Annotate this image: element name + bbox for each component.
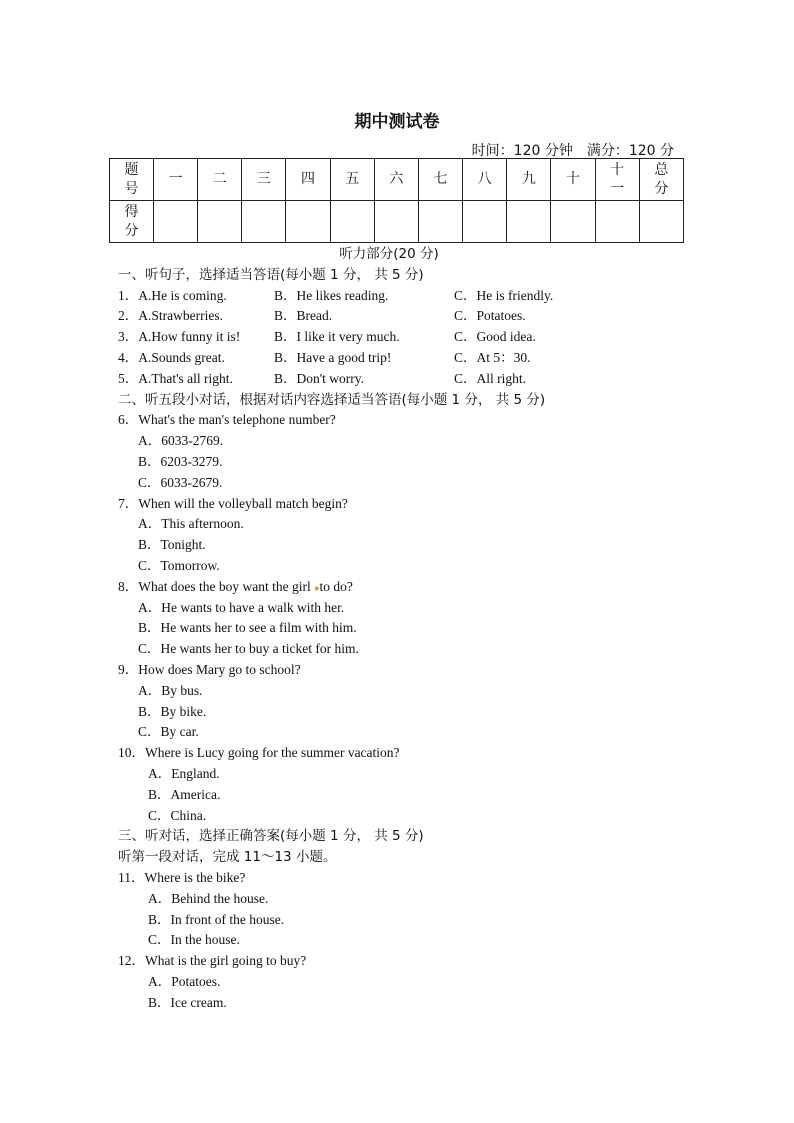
option: B．America.: [148, 786, 221, 802]
dot-mark-icon: ●: [314, 582, 320, 593]
column-header: 八: [463, 159, 507, 201]
column-header: 三: [242, 159, 286, 201]
option: C．6033-2679.: [138, 474, 223, 490]
option-b: B．Don't worry.: [274, 370, 365, 386]
score-cell[interactable]: [551, 201, 595, 243]
column-header: 十一: [595, 159, 639, 201]
column-header: 七: [418, 159, 462, 201]
option-c: C．He is friendly.: [454, 287, 554, 303]
option-a: 2．A.Strawberries.: [118, 308, 223, 324]
section2-heading: 二、听五段小对话，根据对话内容选择适当答语(每小题 1 分， 共 5 分): [118, 391, 546, 408]
full-score: 满分：120 分: [586, 143, 674, 159]
score-table: [109, 158, 684, 243]
option-a: 1．A.He is coming.: [118, 287, 227, 303]
question-text: 10．Where is Lucy going for the summer vacation?: [118, 745, 400, 761]
score-cell[interactable]: [374, 201, 418, 243]
question-text: 7．When will the volleyball match begin?: [118, 495, 348, 511]
header-label-cell: 题号: [110, 159, 154, 201]
page-title: 期中测试卷: [354, 112, 440, 132]
option: A．This afternoon.: [138, 516, 244, 532]
option-b: B．He likes reading.: [274, 287, 389, 303]
option-c: C．All right.: [454, 370, 527, 386]
score-table-header-row: [110, 159, 684, 201]
section3-subheading: 听第一段对话，完成 11～13 小题。: [118, 849, 337, 866]
section1-heading: 一、听句子，选择适当答语(每小题 1 分， 共 5 分): [118, 266, 424, 283]
score-cell[interactable]: [286, 201, 330, 243]
score-label-cell: 得分: [110, 201, 154, 243]
option-b: B．Bread.: [274, 308, 333, 324]
exam-meta: [472, 140, 674, 160]
option: C．By car.: [138, 724, 199, 740]
question-row: [118, 327, 688, 348]
column-header: 二: [198, 159, 242, 201]
option-a: 3．A.How funny it is!: [118, 329, 241, 345]
column-header: 总分: [639, 159, 683, 201]
column-header: 五: [330, 159, 374, 201]
option: A．By bus.: [138, 682, 203, 698]
option: C．China.: [148, 807, 207, 823]
question-text-part: 8．What does the boy want the girl: [118, 578, 315, 594]
question-row: [118, 286, 688, 307]
option: B．He wants her to see a film with him.: [138, 620, 357, 636]
option: B．By bike.: [138, 703, 207, 719]
option: C．Tomorrow.: [138, 557, 220, 573]
score-cell[interactable]: [463, 201, 507, 243]
question-text: 9．How does Mary go to school?: [118, 661, 301, 677]
column-header: 四: [286, 159, 330, 201]
score-cell[interactable]: [639, 201, 683, 243]
option: C．He wants her to buy a ticket for him.: [138, 641, 359, 657]
option-c: C．At 5：30.: [454, 349, 531, 365]
score-cell[interactable]: [154, 201, 198, 243]
score-cell[interactable]: [595, 201, 639, 243]
score-cell[interactable]: [418, 201, 462, 243]
option: B．In front of the house.: [148, 911, 285, 927]
score-cell[interactable]: [507, 201, 551, 243]
question-text: 11．Where is the bike?: [118, 869, 246, 885]
exam-content: [118, 244, 688, 1013]
column-header: 九: [507, 159, 551, 201]
question-text: 12．What is the girl going to buy?: [118, 953, 307, 969]
score-table-score-row: [110, 201, 684, 243]
option-a: 5．A.That's all right.: [118, 370, 233, 386]
column-header: 一: [154, 159, 198, 201]
question-text: 6．What's the man's telephone number?: [118, 412, 336, 428]
option: B．6203-3279.: [138, 453, 223, 469]
option-c: C．Potatoes.: [454, 308, 526, 324]
score-cell[interactable]: [330, 201, 374, 243]
option: A．England.: [148, 765, 220, 781]
option: C．In the house.: [148, 932, 240, 948]
section3-heading: 三、听对话，选择正确答案(每小题 1 分， 共 5 分): [118, 828, 424, 845]
option: B．Tonight.: [138, 537, 206, 553]
option: A．Behind the house.: [148, 890, 269, 906]
option: A．He wants to have a walk with her.: [138, 599, 345, 615]
score-cell[interactable]: [198, 201, 242, 243]
listening-heading: 听力部分(20 分): [339, 246, 439, 262]
option: B．Ice cream.: [148, 994, 227, 1010]
question-text: [118, 577, 688, 598]
time-limit: 时间：120 分钟: [471, 143, 573, 159]
question-row: [118, 306, 688, 327]
option-b: B．Have a good trip!: [274, 349, 392, 365]
column-header: 六: [374, 159, 418, 201]
column-header: 十: [551, 159, 595, 201]
score-cell[interactable]: [242, 201, 286, 243]
option-a: 4．A.Sounds great.: [118, 349, 225, 365]
option-b: B．I like it very much.: [274, 329, 400, 345]
question-text-part: to do?: [319, 578, 353, 594]
option-c: C．Good idea.: [454, 329, 536, 345]
question-row: [118, 369, 688, 390]
option: A．6033-2769.: [138, 433, 224, 449]
question-row: [118, 348, 688, 369]
option: A．Potatoes.: [148, 973, 221, 989]
